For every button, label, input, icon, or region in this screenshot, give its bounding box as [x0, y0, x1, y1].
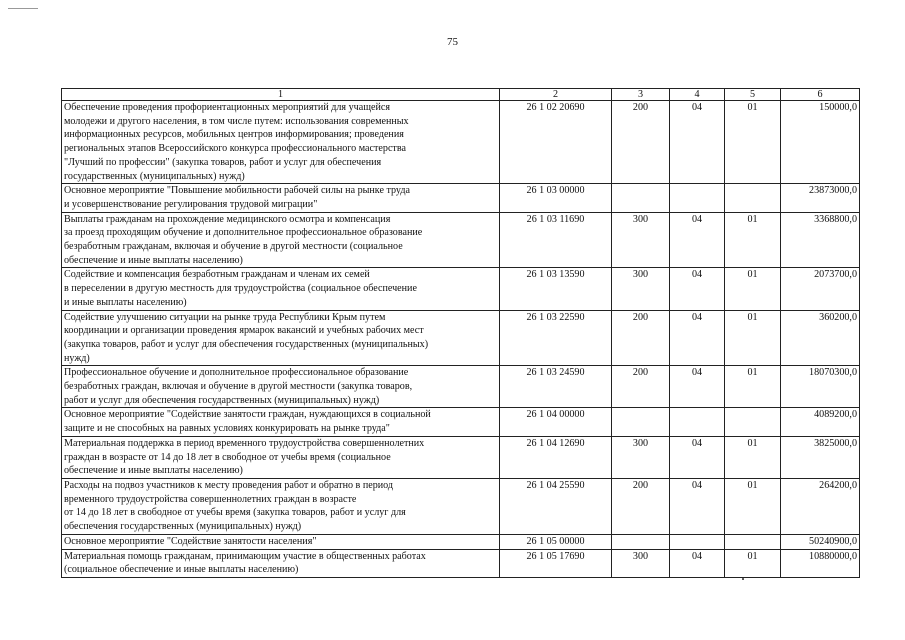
page-number: 75: [447, 36, 458, 48]
expense-type-cell: 300: [612, 268, 670, 310]
budget-code-cell: 26 1 03 11690: [500, 212, 612, 268]
subsection-cell: 01: [725, 436, 781, 478]
table-row: [62, 436, 860, 478]
table-row: [62, 101, 860, 184]
amount-cell: 23873000,0: [781, 184, 860, 212]
section-cell: 04: [670, 101, 725, 184]
amount-cell: 150000,0: [781, 101, 860, 184]
subsection-cell: [725, 408, 781, 436]
table-row: [62, 534, 860, 549]
header-cell-4: 4: [670, 89, 725, 101]
subsection-cell: 01: [725, 478, 781, 534]
expense-type-cell: [612, 534, 670, 549]
section-cell: [670, 408, 725, 436]
budget-code-cell: 26 1 03 24590: [500, 366, 612, 408]
budget-code-cell: 26 1 05 17690: [500, 549, 612, 577]
table-row: [62, 549, 860, 577]
description-cell: Расходы на подвоз участников к месту проведения работ и обратно в период временного трудоустройства совершеннолетних граждан в возрасте от 14 до 18 лет в свободное от учебы время (закупка товаров, работ и услуг для обеспечения государственных (муниципальных) нужд): [62, 478, 500, 534]
description-cell: Материальная помощь гражданам, принимающим участие в общественных работах (социальное обеспечение и иные выплаты населению): [62, 549, 500, 577]
header-cell-3: 3: [612, 89, 670, 101]
description-cell: Основное мероприятие "Содействие занятости граждан, нуждающихся в социальной защите и не способных на равных условиях конкурировать на рынке труда": [62, 408, 500, 436]
budget-code-cell: 26 1 03 13590: [500, 268, 612, 310]
table-row: [62, 212, 860, 268]
section-cell: 04: [670, 212, 725, 268]
subsection-cell: [725, 184, 781, 212]
table-body: [62, 101, 860, 578]
table-row: [62, 366, 860, 408]
description-cell: Обеспечение проведения профориентационных мероприятий для учащейся молодежи и другого населения, в том числе путем: использования современных информационных ресурсов, мобильных центров информирования; проведения региональных этапов Всероссийского конкурса профессионального мастерства "Лучший по профессии" (закупка товаров, работ и услуг для обеспечения государственных (муниципальных) нужд): [62, 101, 500, 184]
expense-type-cell: 300: [612, 212, 670, 268]
expense-type-cell: 300: [612, 436, 670, 478]
subsection-cell: 01: [725, 366, 781, 408]
table-row: [62, 310, 860, 366]
section-cell: [670, 184, 725, 212]
section-cell: 04: [670, 268, 725, 310]
header-row: [62, 89, 860, 101]
section-cell: [670, 534, 725, 549]
header-cell-1: 1: [62, 89, 500, 101]
header-cell-5: 5: [725, 89, 781, 101]
table-row: [62, 478, 860, 534]
table-row: [62, 408, 860, 436]
amount-cell: 18070300,0: [781, 366, 860, 408]
expense-type-cell: 200: [612, 478, 670, 534]
amount-cell: 10880000,0: [781, 549, 860, 577]
description-cell: Содействие улучшению ситуации на рынке труда Республики Крым путем координации и организации проведения ярмарок вакансий и учебных рабочих мест (закупка товаров, работ и услуг для обеспечения государственных (муниципальных) нужд): [62, 310, 500, 366]
amount-cell: 264200,0: [781, 478, 860, 534]
budget-code-cell: 26 1 04 25590: [500, 478, 612, 534]
amount-cell: 2073700,0: [781, 268, 860, 310]
description-cell: Основное мероприятие "Повышение мобильности рабочей силы на рынке труда и усовершенствование регулирования трудовой миграции": [62, 184, 500, 212]
subsection-cell: 01: [725, 268, 781, 310]
stray-dot: [742, 578, 744, 580]
description-cell: Выплаты гражданам на прохождение медицинского осмотра и компенсация за проезд проходящим обучение и дополнительное профессиональное образование безработным гражданам, включая и обучение в другой местности (социальное обеспечение и иные выплаты населению): [62, 212, 500, 268]
table-row: [62, 184, 860, 212]
budget-table: [61, 88, 860, 578]
subsection-cell: 01: [725, 549, 781, 577]
subsection-cell: 01: [725, 310, 781, 366]
section-cell: 04: [670, 478, 725, 534]
budget-code-cell: 26 1 04 00000: [500, 408, 612, 436]
amount-cell: 360200,0: [781, 310, 860, 366]
amount-cell: 4089200,0: [781, 408, 860, 436]
expense-type-cell: 200: [612, 310, 670, 366]
section-cell: 04: [670, 310, 725, 366]
table-row: [62, 268, 860, 310]
description-cell: Основное мероприятие "Содействие занятости населения": [62, 534, 500, 549]
expense-type-cell: 200: [612, 101, 670, 184]
header-cell-6: 6: [781, 89, 860, 101]
description-cell: Профессиональное обучение и дополнительное профессиональное образование безработных граждан, включая и обучение в другой местности (закупка товаров, работ и услуг для обеспечения государственных (муниципальных) нужд): [62, 366, 500, 408]
budget-code-cell: 26 1 05 00000: [500, 534, 612, 549]
budget-code-cell: 26 1 03 00000: [500, 184, 612, 212]
expense-type-cell: 300: [612, 549, 670, 577]
description-cell: Содействие и компенсация безработным гражданам и членам их семей в переселении в другую местность для трудоустройства (социальное обеспечение и иные выплаты населению): [62, 268, 500, 310]
expense-type-cell: [612, 408, 670, 436]
subsection-cell: 01: [725, 101, 781, 184]
budget-code-cell: 26 1 02 20690: [500, 101, 612, 184]
subsection-cell: 01: [725, 212, 781, 268]
expense-type-cell: 200: [612, 366, 670, 408]
subsection-cell: [725, 534, 781, 549]
amount-cell: 50240900,0: [781, 534, 860, 549]
section-cell: 04: [670, 549, 725, 577]
expense-type-cell: [612, 184, 670, 212]
section-cell: 04: [670, 436, 725, 478]
section-cell: 04: [670, 366, 725, 408]
budget-code-cell: 26 1 03 22590: [500, 310, 612, 366]
budget-code-cell: 26 1 04 12690: [500, 436, 612, 478]
amount-cell: 3825000,0: [781, 436, 860, 478]
header-cell-2: 2: [500, 89, 612, 101]
description-cell: Материальная поддержка в период временного трудоустройства совершеннолетних граждан в возрасте от 14 до 18 лет в свободное от учебы время (социальное обеспечение и иные выплаты населению): [62, 436, 500, 478]
amount-cell: 3368800,0: [781, 212, 860, 268]
corner-mark: [8, 8, 38, 9]
